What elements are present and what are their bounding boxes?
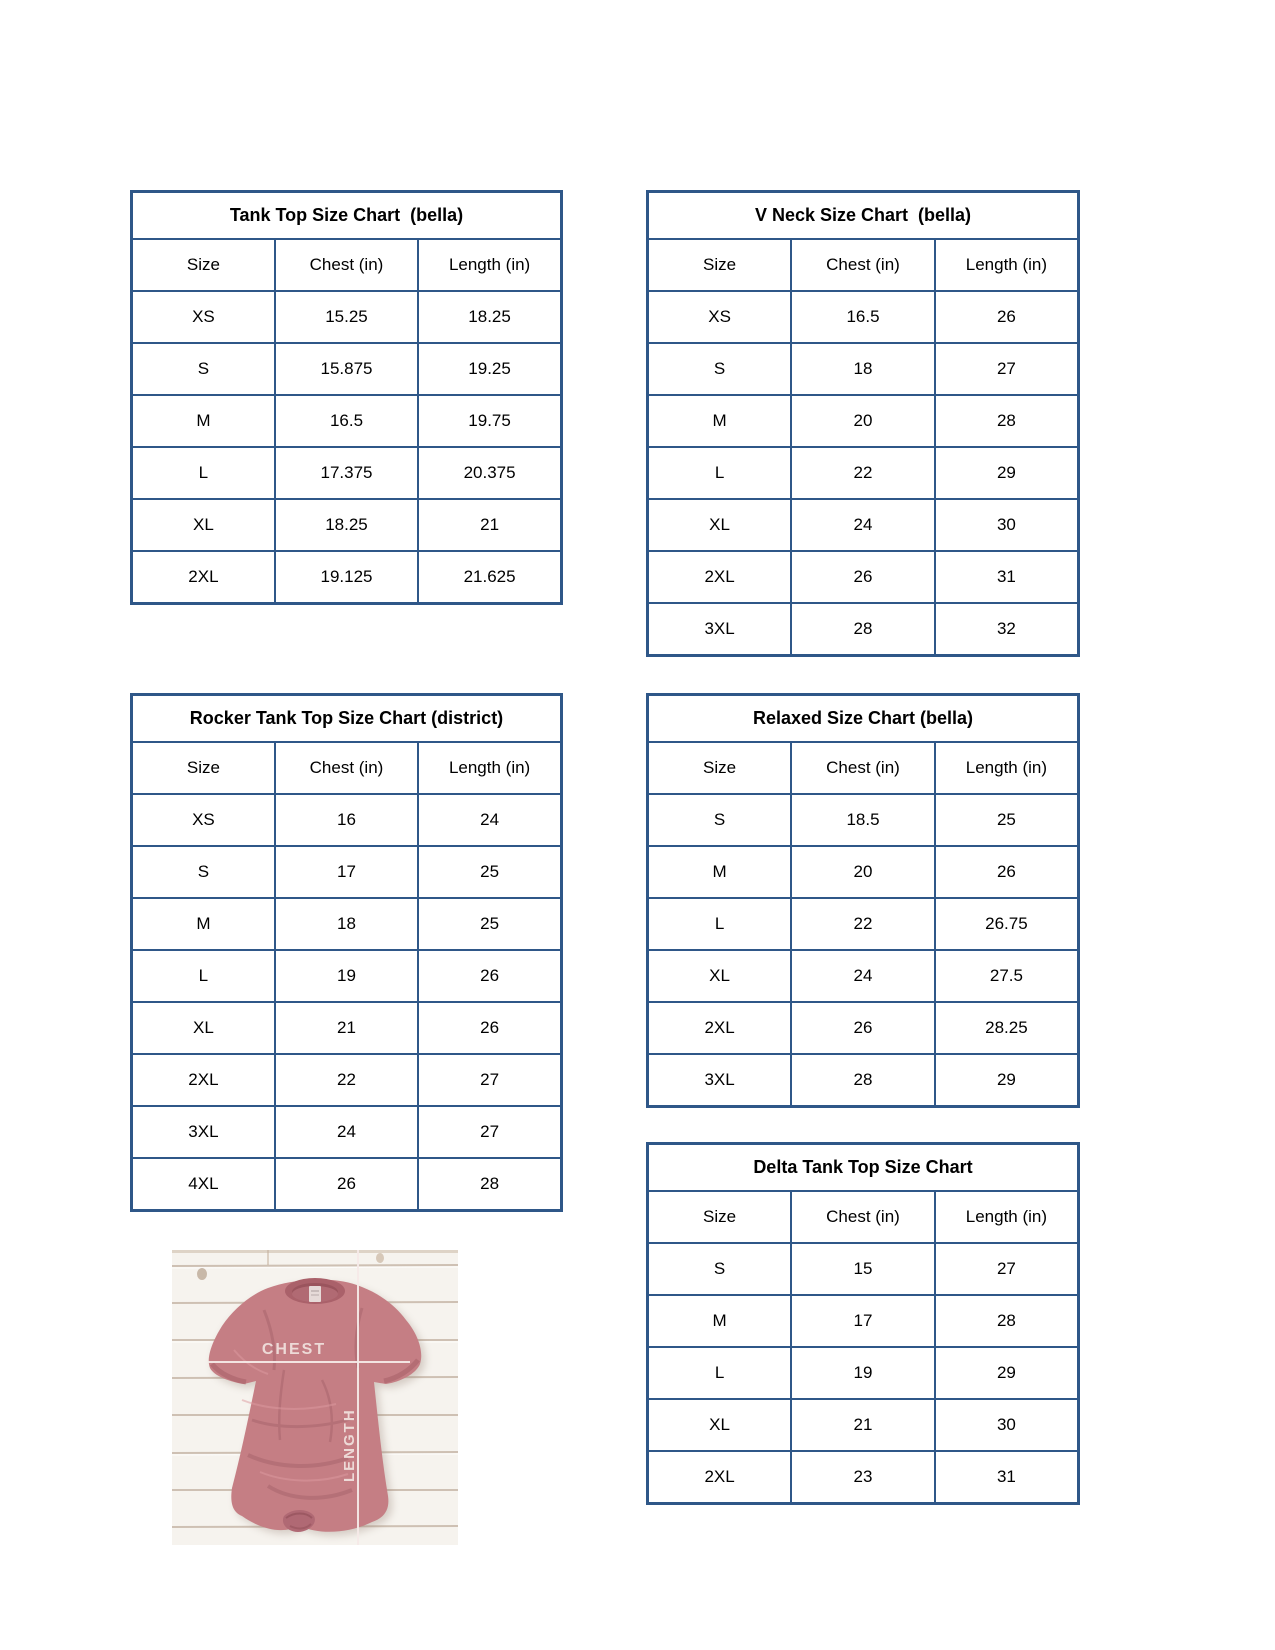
table-row: [648, 950, 1079, 1002]
table-row: [132, 343, 562, 395]
table-row: [648, 1054, 1079, 1107]
chest-cell: 18: [791, 343, 935, 395]
size-cell: 4XL: [132, 1158, 275, 1211]
chest-cell: 23: [791, 1451, 935, 1504]
size-cell: XS: [648, 291, 792, 343]
chest-cell: 26: [791, 1002, 935, 1054]
length-cell: 21.625: [418, 551, 561, 604]
title-row: [132, 192, 562, 240]
table-row: [648, 898, 1079, 950]
size-cell: 3XL: [132, 1106, 275, 1158]
table-row: [648, 1002, 1079, 1054]
size-cell: M: [648, 846, 792, 898]
table-title: V Neck Size Chart (bella): [648, 192, 1079, 240]
size-cell: 2XL: [132, 1054, 275, 1106]
table-row: [648, 499, 1079, 551]
size-cell: XL: [132, 499, 275, 551]
shirt-measurement-photo: [172, 1250, 458, 1545]
chest-cell: 17.375: [275, 447, 418, 499]
chest-cell: 18: [275, 898, 418, 950]
chest-cell: 21: [791, 1399, 935, 1451]
table-title: Relaxed Size Chart (bella): [648, 695, 1079, 743]
table-row: [132, 447, 562, 499]
table-row: [648, 551, 1079, 603]
length-cell: 27: [935, 1243, 1079, 1295]
header-row: [648, 239, 1079, 291]
column-header-length: Length (in): [418, 239, 561, 291]
size-cell: XL: [648, 950, 792, 1002]
neck-tag: [309, 1286, 321, 1302]
chest-cell: 21: [275, 1002, 418, 1054]
chest-cell: 28: [791, 603, 935, 656]
title-row: [648, 192, 1079, 240]
size-cell: M: [648, 1295, 792, 1347]
chest-cell: 16.5: [275, 395, 418, 447]
chest-cell: 15.875: [275, 343, 418, 395]
length-cell: 28: [935, 395, 1079, 447]
length-cell: 28: [935, 1295, 1079, 1347]
column-header-chest: Chest (in): [791, 1191, 935, 1243]
column-header-chest: Chest (in): [791, 239, 935, 291]
chest-cell: 19: [275, 950, 418, 1002]
size-cell: XL: [648, 1399, 792, 1451]
length-cell: 31: [935, 1451, 1079, 1504]
table-title: Tank Top Size Chart (bella): [132, 192, 562, 240]
length-cell: 18.25: [418, 291, 561, 343]
table-row: [648, 1451, 1079, 1504]
header-row: [648, 742, 1079, 794]
column-header-size: Size: [648, 239, 792, 291]
column-header-length: Length (in): [935, 239, 1079, 291]
table-row: [132, 1002, 562, 1054]
chest-cell: 15: [791, 1243, 935, 1295]
size-cell: L: [648, 1347, 792, 1399]
table-row: [132, 1106, 562, 1158]
chest-cell: 19: [791, 1347, 935, 1399]
chest-cell: 22: [791, 447, 935, 499]
length-cell: 24: [418, 794, 561, 846]
size-cell: L: [132, 950, 275, 1002]
size-cell: 2XL: [648, 551, 792, 603]
table-row: [132, 950, 562, 1002]
delta-tank-top-size-chart-table: [646, 1142, 1080, 1505]
table-row: [132, 1054, 562, 1106]
chest-cell: 20: [791, 395, 935, 447]
length-cell: 27: [418, 1054, 561, 1106]
size-cell: 2XL: [648, 1451, 792, 1504]
size-cell: M: [132, 898, 275, 950]
size-cell: XL: [648, 499, 792, 551]
table-row: [648, 846, 1079, 898]
table-row: [648, 291, 1079, 343]
size-cell: S: [132, 846, 275, 898]
size-cell: M: [132, 395, 275, 447]
table-row: [132, 898, 562, 950]
column-header-chest: Chest (in): [275, 742, 418, 794]
chest-cell: 16: [275, 794, 418, 846]
chest-cell: 16.5: [791, 291, 935, 343]
column-header-size: Size: [132, 742, 275, 794]
length-cell: 26: [418, 1002, 561, 1054]
size-cell: XS: [132, 291, 275, 343]
length-cell: 29: [935, 1347, 1079, 1399]
table-row: [132, 395, 562, 447]
column-header-length: Length (in): [935, 1191, 1079, 1243]
table-row: [648, 447, 1079, 499]
column-header-length: Length (in): [418, 742, 561, 794]
chest-cell: 24: [791, 950, 935, 1002]
table-row: [132, 291, 562, 343]
table-row: [648, 794, 1079, 846]
length-cell: 20.375: [418, 447, 561, 499]
column-header-size: Size: [648, 742, 792, 794]
chest-cell: 18.5: [791, 794, 935, 846]
table-row: [648, 343, 1079, 395]
chest-cell: 24: [791, 499, 935, 551]
length-cell: 19.25: [418, 343, 561, 395]
length-cell: 21: [418, 499, 561, 551]
length-cell: 27: [418, 1106, 561, 1158]
chest-cell: 20: [791, 846, 935, 898]
size-cell: L: [648, 447, 792, 499]
column-header-chest: Chest (in): [791, 742, 935, 794]
length-cell: 30: [935, 1399, 1079, 1451]
table-row: [132, 1158, 562, 1211]
chest-cell: 26: [791, 551, 935, 603]
size-cell: 2XL: [132, 551, 275, 604]
length-cell: 26: [935, 846, 1079, 898]
size-cell: S: [648, 343, 792, 395]
length-cell: 27.5: [935, 950, 1079, 1002]
chest-cell: 22: [275, 1054, 418, 1106]
size-cell: L: [648, 898, 792, 950]
length-cell: 19.75: [418, 395, 561, 447]
chest-cell: 28: [791, 1054, 935, 1107]
chest-cell: 18.25: [275, 499, 418, 551]
length-cell: 31: [935, 551, 1079, 603]
table-row: [648, 395, 1079, 447]
length-cell: 30: [935, 499, 1079, 551]
header-row: [132, 742, 562, 794]
title-row: [132, 695, 562, 743]
length-cell: 25: [418, 846, 561, 898]
table-row: [648, 1295, 1079, 1347]
size-cell: 3XL: [648, 1054, 792, 1107]
size-cell: XS: [132, 794, 275, 846]
size-cell: S: [648, 794, 792, 846]
relaxed-size-chart-table: [646, 693, 1080, 1108]
table-row: [132, 499, 562, 551]
v-neck-size-chart-table: [646, 190, 1080, 657]
chest-cell: 17: [275, 846, 418, 898]
column-header-size: Size: [648, 1191, 792, 1243]
title-row: [648, 695, 1079, 743]
size-cell: S: [648, 1243, 792, 1295]
size-cell: L: [132, 447, 275, 499]
chest-cell: 24: [275, 1106, 418, 1158]
table-row: [132, 551, 562, 604]
length-label: LENGTH: [341, 1408, 358, 1482]
header-row: [648, 1191, 1079, 1243]
length-cell: 25: [418, 898, 561, 950]
shirt-measurement-illustration: [172, 1250, 458, 1545]
chest-cell: 26: [275, 1158, 418, 1211]
length-cell: 26: [935, 291, 1079, 343]
column-header-chest: Chest (in): [275, 239, 418, 291]
length-cell: 26.75: [935, 898, 1079, 950]
chest-label: CHEST: [261, 1341, 327, 1358]
table-title: Rocker Tank Top Size Chart (district): [132, 695, 562, 743]
chest-cell: 17: [791, 1295, 935, 1347]
length-cell: 29: [935, 1054, 1079, 1107]
table-row: [132, 846, 562, 898]
header-row: [132, 239, 562, 291]
column-header-size: Size: [132, 239, 275, 291]
length-cell: 27: [935, 343, 1079, 395]
size-cell: 2XL: [648, 1002, 792, 1054]
chest-cell: 19.125: [275, 551, 418, 604]
title-row: [648, 1144, 1079, 1192]
chest-cell: 22: [791, 898, 935, 950]
length-cell: 29: [935, 447, 1079, 499]
table-title: Delta Tank Top Size Chart: [648, 1144, 1079, 1192]
size-cell: XL: [132, 1002, 275, 1054]
rocker-tank-top-size-chart-table: [130, 693, 563, 1212]
table-row: [132, 794, 562, 846]
column-header-length: Length (in): [935, 742, 1079, 794]
length-cell: 32: [935, 603, 1079, 656]
table-row: [648, 1347, 1079, 1399]
table-row: [648, 603, 1079, 656]
length-cell: 26: [418, 950, 561, 1002]
size-cell: M: [648, 395, 792, 447]
table-row: [648, 1243, 1079, 1295]
length-cell: 28.25: [935, 1002, 1079, 1054]
length-cell: 25: [935, 794, 1079, 846]
tank-top-size-chart-table: [130, 190, 563, 605]
size-cell: 3XL: [648, 603, 792, 656]
chest-cell: 15.25: [275, 291, 418, 343]
table-row: [648, 1399, 1079, 1451]
length-cell: 28: [418, 1158, 561, 1211]
size-cell: S: [132, 343, 275, 395]
